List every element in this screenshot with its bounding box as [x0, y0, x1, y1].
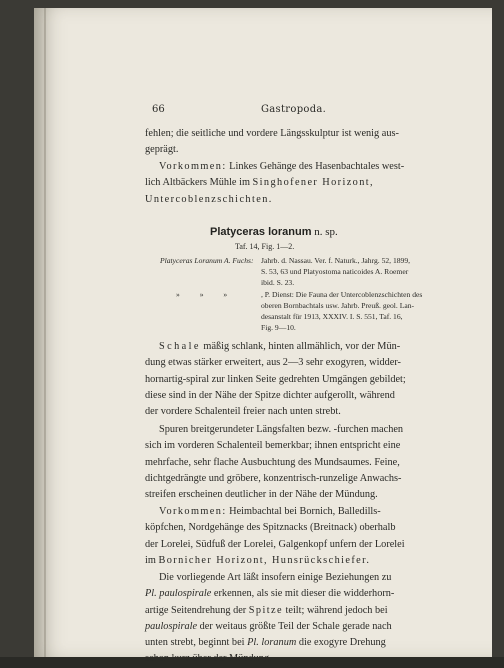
species-ref: Pl. paulospirale — [145, 588, 212, 600]
figure-reference: Taf. 14, Fig. 1—2. — [235, 242, 295, 251]
species-name: Platyceras loranum — [210, 226, 312, 238]
text-line: dichtgedrängte und gröbere, konzentrisch-runzelige Anwachs- — [145, 472, 402, 484]
text-line: hornartig-spiral zur linken Seite gedrehten Umgängen gebildet; — [145, 373, 406, 385]
text-line: unten strebt, beginnt bei — [145, 637, 248, 649]
synonymy-line: desanstalt für 1913, XXXIV. I. S. 551, Taf. 16, — [261, 312, 403, 321]
intro-line: fehlen; die seitliche und vordere Längsskulptur ist wenig aus- — [145, 128, 399, 139]
text-line: diese sind in der Nähe der Spitze dichter aufgerollt, während — [145, 389, 395, 401]
text-line: teilt; während jedoch bei — [282, 604, 388, 616]
occurrence-label: Vorkommen: — [159, 161, 227, 172]
synonymy-line: oberen Bornbachtals usw. Jahrb. Preuß. geol. Lan- — [261, 301, 415, 310]
text-line: der Lorelei, Südfuß der Lorelei, Galgenkopf unfern der Lorelei — [145, 538, 405, 550]
text-line: artige Seitendrehung der — [145, 604, 249, 616]
species-ref: Pl. loranum — [247, 637, 297, 649]
occurrence-text: Linkes Gehänge des Hasenbachtales west- — [226, 161, 405, 172]
text-line: im — [145, 554, 159, 566]
occurrence-label: Vorkommen: — [159, 506, 227, 517]
species-author: n. sp. — [311, 226, 338, 238]
synonymy-line: Fig. 9—10. — [261, 323, 296, 332]
synonymy-entry-1 — [261, 255, 443, 288]
synonymy-line: Jahrb. d. Nassau. Ver. f. Naturk., Jahrg. 52, 1899, — [261, 256, 411, 265]
text-line: dung etwas stärker erweitert, aus 2—3 sehr exogyren, widder- — [145, 357, 401, 369]
running-title: Gastropoda. — [261, 104, 327, 115]
page-gutter — [44, 8, 46, 657]
synonymy-author: Platyceras Loranum A. Fuchs: — [160, 256, 254, 265]
intro-paragraph — [145, 126, 443, 159]
description-paragraph — [145, 339, 443, 420]
comparison-paragraph — [145, 570, 443, 668]
species-heading — [210, 226, 338, 238]
synonymy-line: S. 53, 63 und Platyostoma naticoides A. Roemer — [261, 267, 409, 276]
synonymy-label — [160, 255, 254, 266]
species-ref: paulospirale — [145, 620, 198, 632]
text-line: der vordere Schalenteil freier nach unten strebt. — [145, 406, 341, 418]
keyword-spitze: Spitze — [248, 604, 283, 616]
synonymy-entry-2 — [261, 289, 443, 333]
text-line: Die vorliegende Art läßt insofern einige Beziehungen zu — [159, 572, 392, 583]
text-line: mäßig schlank, hinten allmählich, vor der Mün- — [200, 341, 401, 352]
text-line: Heimbachtal bei Bornich, Balledills- — [226, 506, 381, 517]
synonymy-line: ibid. S. 23. — [261, 278, 295, 287]
text-line: die exogyre Drehung — [296, 637, 386, 649]
text-line: streifen erscheinen deutlicher in der Nähe der Mündung. — [145, 489, 378, 501]
sculpture-paragraph — [145, 422, 443, 503]
text-line: der weitaus größte Teil der Schale gerade nach — [197, 620, 392, 632]
occurrence-paragraph-1 — [145, 159, 443, 208]
synonymy-line: , P. Dienst: Die Fauna der Untercoblenzschichten des — [261, 290, 423, 299]
text-line: erkennen, als sie mit dieser die widderhorn- — [211, 588, 395, 600]
page-number: 66 — [152, 104, 165, 115]
strata-name: Untercoblenzschichten. — [145, 193, 273, 205]
text-line: mehrfache, sehr flache Ausbuchtung des Mundsaumes. Feine, — [145, 456, 400, 468]
ditto-marks: » » » — [176, 290, 237, 299]
occurrence-paragraph-2 — [145, 504, 443, 569]
keyword-schale: Schale — [159, 341, 201, 352]
intro-line: geprägt. — [145, 144, 179, 156]
text-line: schon kurz über der Mündung. — [145, 653, 272, 665]
text-line: sich im vorderen Schalenteil bemerkbar; ihnen entspricht eine — [145, 440, 401, 452]
occurrence-text: lich Altbäckers Mühle im — [145, 177, 253, 189]
text-line: Spuren breitgerundeter Längsfalten bezw. -furchen machen — [159, 424, 404, 435]
text-line: köpfchen, Nordgehänge des Spitznacks (Breitnack) oberhalb — [145, 522, 396, 534]
horizon-name: Singhofener Horizont, — [252, 177, 375, 189]
horizon-name: Bornicher Horizont, Hunsrückschiefer. — [158, 554, 371, 566]
